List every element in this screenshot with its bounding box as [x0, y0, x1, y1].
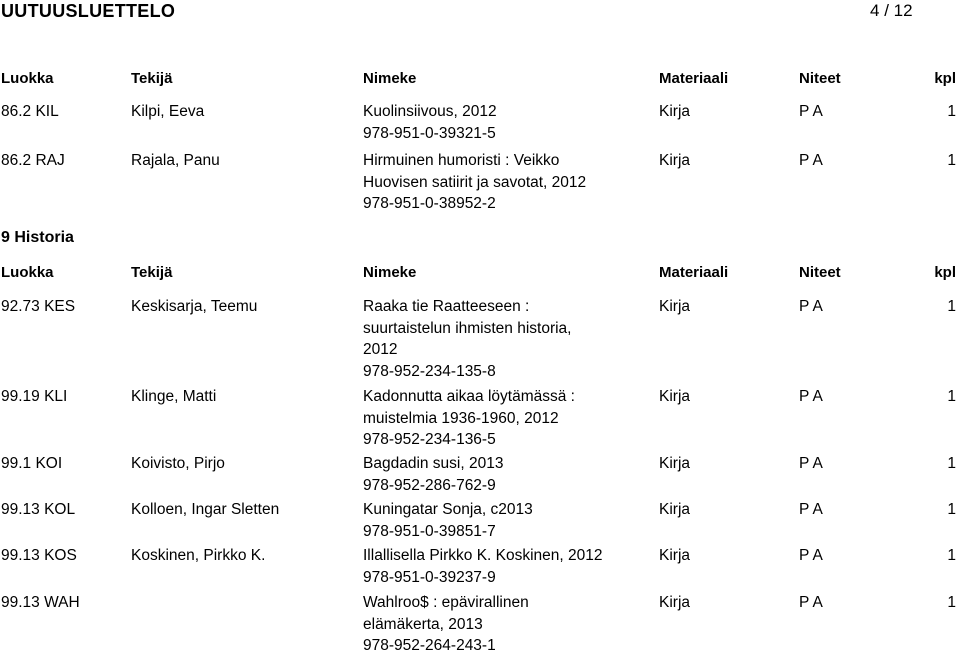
- entry-luokka: 86.2 KIL: [1, 103, 59, 120]
- entry-nimeke-line: Hirmuinen humoristi : Veikko: [363, 152, 560, 169]
- page-separator: /: [884, 1, 889, 20]
- entry-nimeke-line: Huovisen satiirit ja savotat, 2012: [363, 173, 587, 191]
- entry-kpl: 1: [947, 501, 956, 518]
- entry-tekija: Koivisto, Pirjo: [131, 455, 225, 472]
- entry-kpl: 1: [947, 388, 956, 405]
- entry-tekija: Rajala, Panu: [131, 152, 220, 169]
- column-header-kpl: kpl: [934, 70, 956, 87]
- entry-materiaali: Kirja: [659, 547, 691, 564]
- entry-nimeke-line: elämäkerta, 2013: [363, 615, 483, 633]
- entry-nimeke-line: 978-951-0-39321-5: [363, 124, 496, 142]
- entry-nimeke-line: 978-951-0-39237-9: [363, 568, 496, 586]
- entry-nimeke: [363, 150, 586, 215]
- section-heading: 9 Historia: [1, 229, 74, 246]
- column-header-niteet: Niteet: [799, 70, 841, 87]
- entry-niteet: P A: [799, 388, 823, 405]
- entry-nimeke: [363, 592, 529, 657]
- column-header-row: [0, 264, 960, 284]
- entry-luokka: 92.73 KES: [1, 298, 76, 315]
- entry-tekija: Kilpi, Eeva: [131, 103, 205, 120]
- entry-nimeke-line: Kuolinsiivous, 2012: [363, 103, 497, 120]
- entry-niteet: P A: [799, 152, 823, 169]
- entry-luokka: 86.2 RAJ: [1, 152, 65, 169]
- column-header-nimeke: Nimeke: [363, 264, 417, 281]
- entry-nimeke-line: 978-951-0-38952-2: [363, 195, 496, 212]
- entry-nimeke: [363, 453, 503, 496]
- entry-luokka: 99.13 WAH: [1, 594, 80, 611]
- entry-nimeke-line: Kuningatar Sonja, c2013: [363, 501, 533, 518]
- entry-materiaali: Kirja: [659, 501, 691, 518]
- column-header-kpl: kpl: [934, 264, 956, 281]
- entry-niteet: P A: [799, 455, 823, 472]
- column-header-materiaali: Materiaali: [659, 70, 729, 87]
- entry-nimeke: [363, 386, 575, 451]
- entry-nimeke-line: 2012: [363, 341, 398, 358]
- column-header-nimeke: Nimeke: [363, 70, 417, 87]
- entry-nimeke-line: Bagdadin susi, 2013: [363, 455, 504, 472]
- entry-kpl: 1: [947, 103, 956, 120]
- entry-materiaali: Kirja: [659, 388, 691, 405]
- entry-kpl: 1: [947, 298, 956, 315]
- page-total: 12: [893, 1, 913, 20]
- entry-luokka: 99.1 KOI: [1, 455, 63, 472]
- entry-nimeke: [363, 499, 533, 542]
- column-header-tekija: Tekijä: [131, 70, 173, 87]
- entry-nimeke: [363, 101, 497, 144]
- column-header-luokka: Luokka: [1, 70, 54, 87]
- entry-nimeke-line: 978-952-264-243-1: [363, 637, 496, 654]
- entry-tekija: Koskinen, Pirkko K.: [131, 547, 266, 564]
- entry-nimeke: [363, 545, 603, 588]
- entry-nimeke-line: suurtaistelun ihmisten historia,: [363, 319, 572, 337]
- entry-luokka: 99.13 KOL: [1, 501, 76, 518]
- entry-niteet: P A: [799, 501, 823, 518]
- entry-nimeke: [363, 296, 572, 382]
- entry-luokka: 99.19 KLI: [1, 388, 68, 405]
- page-number: 4: [870, 1, 880, 20]
- entry-tekija: Kolloen, Ingar Sletten: [131, 501, 280, 518]
- column-header-row: [0, 70, 960, 90]
- entry-materiaali: Kirja: [659, 455, 691, 472]
- entry-niteet: P A: [799, 594, 823, 611]
- entry-kpl: 1: [947, 152, 956, 169]
- entry-niteet: P A: [799, 103, 823, 120]
- entry-materiaali: Kirja: [659, 594, 691, 611]
- column-header-luokka: Luokka: [1, 264, 54, 281]
- entry-kpl: 1: [947, 455, 956, 472]
- entry-materiaali: Kirja: [659, 152, 691, 169]
- entry-nimeke-line: Wahlroo$ : epävirallinen: [363, 594, 529, 611]
- page-indicator: [870, 1, 913, 21]
- entry-nimeke-line: Kadonnutta aikaa löytämässä :: [363, 388, 575, 405]
- column-header-materiaali: Materiaali: [659, 264, 729, 281]
- entry-materiaali: Kirja: [659, 298, 691, 315]
- entry-nimeke-line: Raaka tie Raatteeseen :: [363, 298, 530, 315]
- entry-nimeke-line: muistelmia 1936-1960, 2012: [363, 409, 559, 427]
- entry-nimeke-line: Illallisella Pirkko K. Koskinen, 2012: [363, 547, 603, 564]
- document-title: UUTUUSLUETTELO: [1, 1, 176, 21]
- entry-nimeke-line: 978-951-0-39851-7: [363, 522, 496, 540]
- entry-niteet: P A: [799, 547, 823, 564]
- entry-luokka: 99.13 KOS: [1, 547, 77, 564]
- entry-nimeke-line: 978-952-234-135-8: [363, 362, 496, 380]
- entry-materiaali: Kirja: [659, 103, 691, 120]
- entry-kpl: 1: [947, 547, 956, 564]
- entry-tekija: Keskisarja, Teemu: [131, 298, 258, 315]
- entry-kpl: 1: [947, 594, 956, 611]
- column-header-niteet: Niteet: [799, 264, 841, 281]
- entry-nimeke-line: 978-952-286-762-9: [363, 476, 496, 494]
- column-header-tekija: Tekijä: [131, 264, 173, 281]
- entry-niteet: P A: [799, 298, 823, 315]
- entry-nimeke-line: 978-952-234-136-5: [363, 431, 496, 448]
- entry-tekija: Klinge, Matti: [131, 388, 217, 405]
